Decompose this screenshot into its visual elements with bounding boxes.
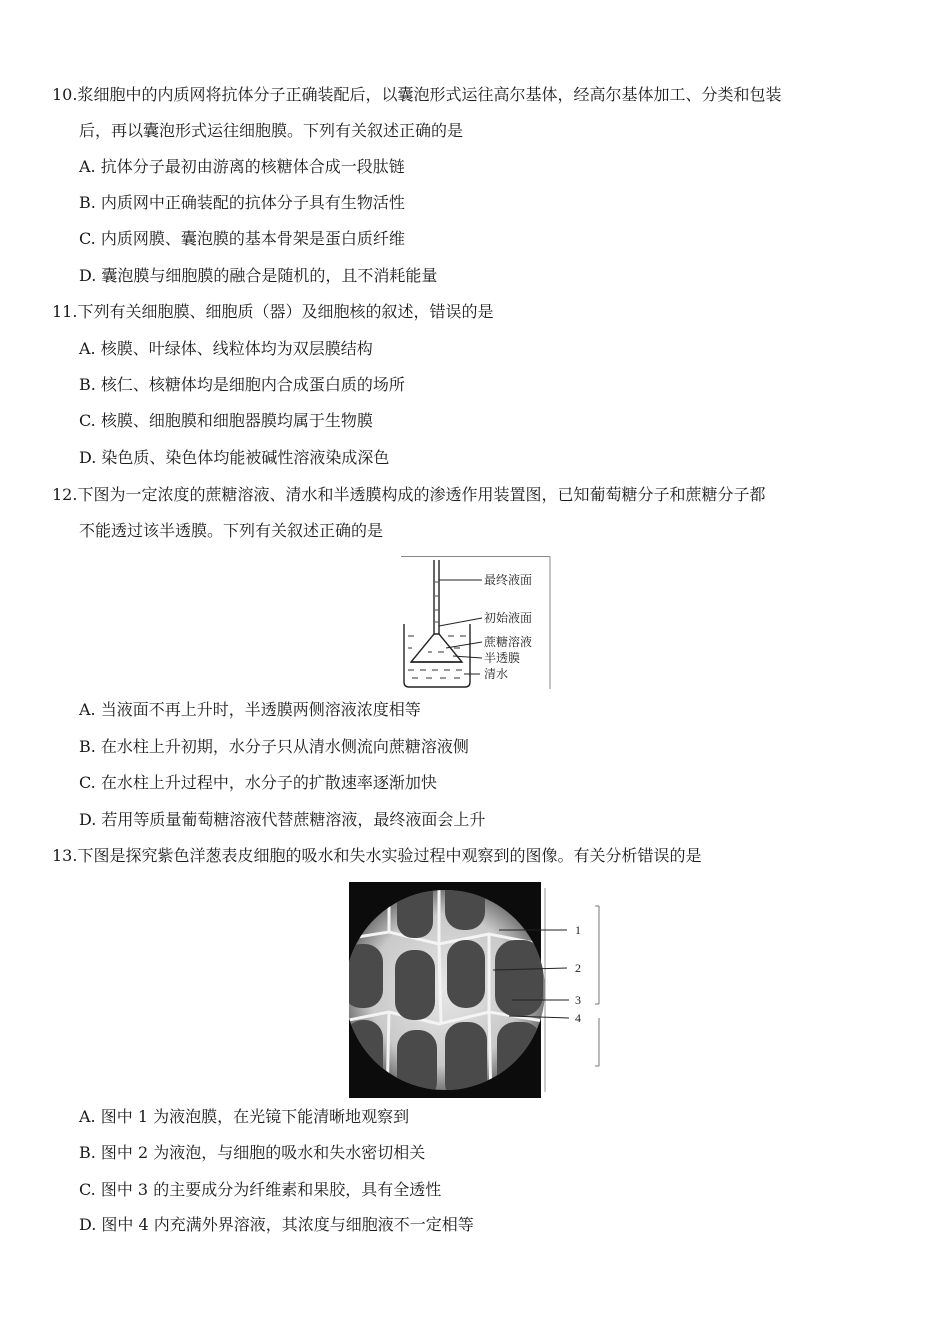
label-initial-level: 初始液面	[484, 611, 533, 625]
question-11-option-b: B. 核仁、核糖体均是细胞内合成蛋白质的场所	[79, 375, 405, 394]
label-semipermeable-membrane: 半透膜	[484, 651, 521, 665]
question-10-stem-line-2: 后，再以囊泡形式运往细胞膜。下列有关叙述正确的是	[79, 121, 464, 140]
question-10-option-a: A. 抗体分子最初由游离的核糖体合成一段肽链	[79, 157, 405, 176]
question-12-option-a: A. 当液面不再上升时，半透膜两侧溶液浓度相等	[79, 700, 421, 719]
question-13-option-d: D. 图中 4 内充满外界溶液，其浓度与细胞液不一定相等	[79, 1215, 474, 1234]
question-11-option-d: D. 染色质、染色体均能被碱性溶液染成深色	[79, 448, 390, 467]
label-final-level: 最终液面	[484, 573, 533, 587]
micrograph-label-4: 4	[575, 1011, 581, 1025]
question-12-stem-line-1: 12.下图为一定浓度的蔗糖溶液、清水和半透膜构成的渗透作用装置图，已知葡萄糖分子和蔗糖分子都	[52, 485, 766, 504]
question-13-option-a: A. 图中 1 为液泡膜，在光镜下能清晰地观察到	[79, 1107, 410, 1126]
question-13-stem: 13.下图是探究紫色洋葱表皮细胞的吸水和失水实验过程中观察到的图像。有关分析错误的是	[52, 846, 702, 865]
question-12-option-b: B. 在水柱上升初期，水分子只从清水侧流向蔗糖溶液侧	[79, 737, 469, 756]
label-sucrose-solution: 蔗糖溶液	[484, 635, 533, 649]
question-13-option-c: C. 图中 3 的主要成分为纤维素和果胶，具有全透性	[79, 1180, 442, 1199]
micrograph-label-3: 3	[575, 993, 581, 1007]
question-10-option-c: C. 内质网膜、囊泡膜的基本骨架是蛋白质纤维	[79, 229, 405, 248]
label-clear-water: 清水	[484, 667, 509, 681]
question-10-option-d: D. 囊泡膜与细胞膜的融合是随机的，且不消耗能量	[79, 266, 438, 285]
question-11-stem: 11.下列有关细胞膜、细胞质（器）及细胞核的叙述，错误的是	[52, 302, 494, 321]
micrograph-label-1: 1	[575, 923, 581, 937]
question-12-stem-line-2: 不能透过该半透膜。下列有关叙述正确的是	[79, 521, 384, 540]
micrograph-label-2: 2	[575, 961, 581, 975]
question-10-option-b: B. 内质网中正确装配的抗体分子具有生物活性	[79, 193, 405, 212]
question-11-option-c: C. 核膜、细胞膜和细胞器膜均属于生物膜	[79, 411, 373, 430]
question-12-option-d: D. 若用等质量葡萄糖溶液代替蔗糖溶液，最终液面会上升	[79, 810, 486, 829]
question-12-option-c: C. 在水柱上升过程中，水分子的扩散速率逐渐加快	[79, 773, 437, 792]
onion-cell-micrograph	[349, 882, 605, 1098]
osmosis-apparatus-figure	[398, 556, 554, 690]
question-13-option-b: B. 图中 2 为液泡，与细胞的吸水和失水密切相关	[79, 1143, 426, 1162]
question-11-option-a: A. 核膜、叶绿体、线粒体均为双层膜结构	[79, 339, 373, 358]
question-10-stem-line-1: 10.浆细胞中的内质网将抗体分子正确装配后，以囊泡形式运往高尔基体，经高尔基体加工、分类和包装	[52, 85, 782, 104]
